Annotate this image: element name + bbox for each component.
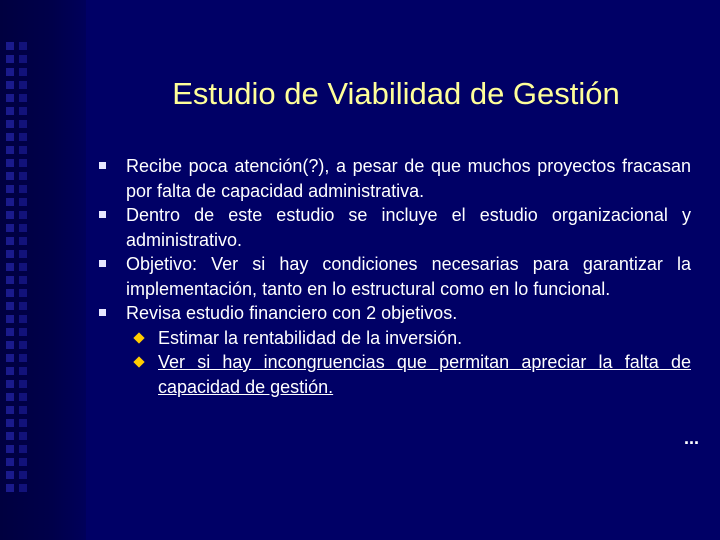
decorative-square bbox=[19, 133, 27, 141]
decorative-square bbox=[6, 289, 14, 297]
bullet-text: Recibe poca atención(?), a pesar de que muchos proyectos fracasan por falta de capacidad administrativa. bbox=[126, 156, 691, 201]
decorative-square bbox=[6, 471, 14, 479]
bullet-text: Dentro de este estudio se incluye el estudio organizacional y administrativo. bbox=[126, 205, 691, 250]
decorative-square bbox=[19, 42, 27, 50]
square-bullet-icon bbox=[99, 309, 106, 316]
diamond-bullet-icon bbox=[133, 332, 144, 343]
sub-bullet-text: Estimar la rentabilidad de la inversión. bbox=[158, 327, 463, 348]
decorative-square bbox=[19, 146, 27, 154]
decorative-square bbox=[19, 224, 27, 232]
square-bullet-icon bbox=[99, 260, 106, 267]
decorative-square bbox=[6, 380, 14, 388]
decorative-square-column bbox=[6, 42, 16, 497]
bullet-text: Revisa estudio financiero con 2 objetivos. bbox=[126, 303, 458, 323]
decorative-square bbox=[6, 354, 14, 362]
bullet-item bbox=[99, 154, 691, 203]
sub-bullet-text: Ver si hay incongruencias que permitan apreciar la falta de capacidad de gestión. bbox=[158, 352, 691, 397]
decorative-square bbox=[6, 42, 14, 50]
decorative-square bbox=[6, 94, 14, 102]
decorative-square bbox=[19, 94, 27, 102]
decorative-square bbox=[19, 471, 27, 479]
decorative-square bbox=[6, 393, 14, 401]
decorative-square bbox=[19, 302, 27, 310]
decorative-square bbox=[19, 81, 27, 89]
decorative-square bbox=[19, 419, 27, 427]
decorative-square bbox=[6, 458, 14, 466]
decorative-square bbox=[6, 419, 14, 427]
decorative-square bbox=[19, 198, 27, 206]
bullet-item bbox=[99, 301, 691, 326]
decorative-square bbox=[6, 68, 14, 76]
decorative-square bbox=[6, 341, 14, 349]
square-bullet-icon bbox=[99, 211, 106, 218]
decorative-square bbox=[6, 133, 14, 141]
decorative-square bbox=[6, 172, 14, 180]
decorative-square bbox=[19, 484, 27, 492]
decorative-square bbox=[19, 159, 27, 167]
decorative-square bbox=[6, 159, 14, 167]
sub-bullet-item bbox=[99, 350, 691, 399]
decorative-square bbox=[19, 315, 27, 323]
decorative-square bbox=[19, 276, 27, 284]
decorative-square bbox=[19, 55, 27, 63]
continuation-ellipsis: ... bbox=[684, 428, 700, 448]
decorative-square bbox=[19, 237, 27, 245]
decorative-square bbox=[19, 68, 27, 76]
sub-bullet-item bbox=[99, 326, 691, 351]
decorative-square bbox=[19, 107, 27, 115]
decorative-square bbox=[6, 250, 14, 258]
decorative-square bbox=[6, 211, 14, 219]
decorative-square bbox=[6, 484, 14, 492]
decorative-square bbox=[6, 302, 14, 310]
decorative-square bbox=[19, 263, 27, 271]
decorative-square bbox=[6, 237, 14, 245]
decorative-square bbox=[19, 393, 27, 401]
decorative-square bbox=[6, 81, 14, 89]
decorative-side-band bbox=[0, 0, 86, 540]
decorative-square bbox=[19, 185, 27, 193]
decorative-square bbox=[19, 328, 27, 336]
decorative-square bbox=[6, 445, 14, 453]
decorative-square bbox=[6, 276, 14, 284]
decorative-square bbox=[19, 432, 27, 440]
decorative-square-column bbox=[19, 42, 29, 497]
bullet-item bbox=[99, 252, 691, 301]
decorative-square bbox=[6, 432, 14, 440]
decorative-square bbox=[6, 315, 14, 323]
decorative-square bbox=[19, 354, 27, 362]
decorative-square bbox=[6, 328, 14, 336]
decorative-square bbox=[6, 107, 14, 115]
decorative-square bbox=[6, 55, 14, 63]
decorative-square bbox=[6, 146, 14, 154]
decorative-square bbox=[19, 211, 27, 219]
decorative-square bbox=[19, 341, 27, 349]
square-bullet-icon bbox=[99, 162, 106, 169]
decorative-square bbox=[19, 458, 27, 466]
decorative-square bbox=[6, 198, 14, 206]
decorative-square bbox=[6, 120, 14, 128]
decorative-square bbox=[6, 263, 14, 271]
slide-title: Estudio de Viabilidad de Gestión bbox=[172, 76, 620, 111]
diamond-bullet-icon bbox=[133, 356, 144, 367]
decorative-square bbox=[19, 172, 27, 180]
decorative-square bbox=[19, 445, 27, 453]
decorative-square bbox=[19, 120, 27, 128]
bullet-text: Objetivo: Ver si hay condiciones necesarias para garantizar la implementación, tanto en lo estructural como en lo funcional. bbox=[126, 254, 691, 299]
decorative-square bbox=[19, 380, 27, 388]
decorative-square bbox=[19, 406, 27, 414]
decorative-square bbox=[6, 367, 14, 375]
decorative-square bbox=[6, 224, 14, 232]
decorative-square bbox=[19, 289, 27, 297]
bullet-item bbox=[99, 203, 691, 252]
bullet-list bbox=[99, 154, 691, 399]
decorative-square bbox=[19, 250, 27, 258]
decorative-square bbox=[6, 185, 14, 193]
decorative-square bbox=[6, 406, 14, 414]
decorative-square bbox=[19, 367, 27, 375]
